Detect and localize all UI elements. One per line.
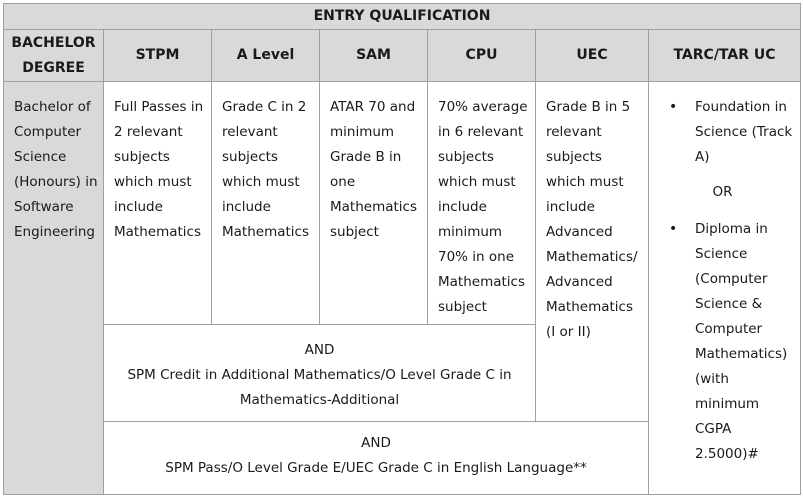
- tarc-options-list-2: [669, 217, 794, 467]
- uec-header: UEC: [536, 30, 649, 82]
- tarc-or-label: OR: [712, 183, 733, 200]
- additional-math-text: SPM Credit in Additional Mathematics/O Level Grade C in Mathematics-Additional: [127, 366, 512, 408]
- tarc-options-list: [669, 95, 794, 170]
- additional-math-requirement: [104, 324, 536, 421]
- cpu-requirement: 70% average in 6 relevant subjects which must include minimum 70% in one Mathematics subject: [428, 81, 536, 324]
- sam-header: SAM: [320, 30, 428, 82]
- and-label-1: AND: [304, 341, 335, 358]
- english-requirement: [104, 422, 649, 495]
- cpu-header: CPU: [428, 30, 536, 82]
- and-label-2: AND: [361, 435, 391, 452]
- english-text: SPM Pass/O Level Grade E/UEC Grade C in English Language**: [165, 460, 587, 477]
- uec-requirement: Grade B in 5 relevant subjects which must include Advanced Mathematics/ Advanced Mathematics (I or II): [536, 81, 649, 421]
- stpm-header: STPM: [104, 30, 212, 82]
- stpm-requirement: Full Passes in 2 relevant subjects which must include Mathematics: [104, 81, 212, 324]
- degree-name-cell: Bachelor of Computer Science (Honours) in Software Engineering: [4, 81, 104, 494]
- tarc-requirement: [649, 81, 801, 494]
- tarc-option-diploma: • Diploma in Science (Computer Science & Computer Mathematics) (with minimum CGPA 2.5000)#: [669, 217, 794, 467]
- tarc-option-foundation: • Foundation in Science (Track A): [669, 95, 794, 170]
- a-level-header: A Level: [212, 30, 320, 82]
- entry-qualification-table: [3, 3, 801, 495]
- tarc-header: TARC/TAR UC: [649, 30, 801, 82]
- a-level-requirement: Grade C in 2 relevant subjects which must include Mathematics: [212, 81, 320, 324]
- bachelor-degree-header: BACHELOR DEGREE: [4, 30, 104, 82]
- entry-qualification-title: ENTRY QUALIFICATION: [4, 4, 801, 30]
- sam-requirement: ATAR 70 and minimum Grade B in one Mathematics subject: [320, 81, 428, 324]
